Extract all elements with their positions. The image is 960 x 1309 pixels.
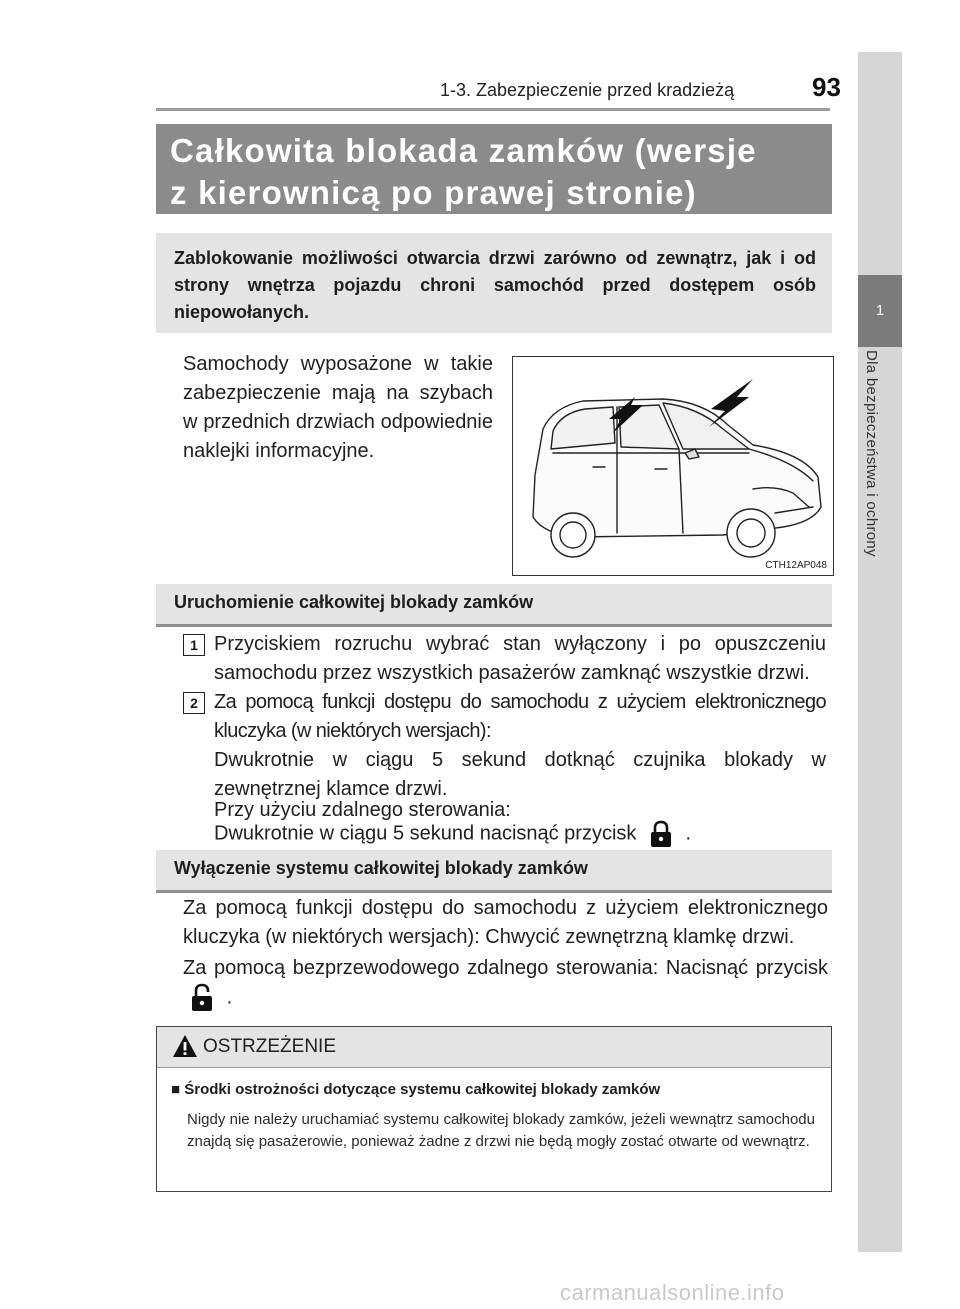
warning-header — [157, 1027, 831, 1068]
header-rule — [156, 108, 830, 111]
page-title-line2: z kierownicą po prawej stronie) — [170, 174, 697, 211]
step-2-press-end: . — [685, 822, 692, 845]
deactivate-remote-end: . — [226, 986, 233, 1009]
section-deactivate-heading-box — [156, 850, 832, 893]
watermark: carmanualsonline.info — [560, 1280, 785, 1305]
step-2-remote-label: Przy użyciu zdalnego sterowania: — [214, 799, 511, 821]
car-illustration — [512, 356, 834, 576]
section-activate-heading-box — [156, 584, 832, 627]
sticker-paragraph: Samochody wyposażone w takie zabezpieczenie mają na szybach w przednich drzwiach odpowiednie naklejki informacyjne. — [183, 353, 493, 462]
chapter-number-tab: 1 — [858, 275, 902, 347]
section-deactivate-heading: Wyłączenie systemu całkowitej blokady zamków — [174, 858, 588, 878]
step-2-remote-instruction — [214, 819, 826, 849]
warning-body: Nigdy nie należy uruchamiać systemu całkowitej blokady zamków, jeżeli wewnątrz samochodu znajdą się pasażerowie, ponieważ żadne z drzwi nie będą mogły zostać otwarte od wewnątrz. — [187, 1111, 815, 1150]
car-drawing — [513, 357, 833, 575]
illustration-code: CTH12AP048 — [765, 560, 827, 571]
page-number: 93 — [812, 72, 841, 102]
step-2-touch-sensor-text: Dwukrotnie w ciągu 5 sekund dotknąć czujnika blokady w zewnętrznej klamce drzwi. — [214, 749, 826, 800]
warning-subheading: ■ Środki ostrożności dotyczące systemu całkowitej blokady zamków — [171, 1081, 661, 1098]
page-title-box — [156, 124, 832, 214]
warning-label: OSTRZEŻENIE — [203, 1036, 337, 1057]
chapter-title-tab — [858, 340, 902, 600]
chapter-side-tab — [858, 52, 902, 1252]
page-title — [170, 130, 757, 214]
deactivate-remote-instruction: Za pomocą bezprzewodowego zdalnego sterowania: Nacisnąć przycisk — [183, 957, 828, 979]
warning-triangle-icon — [172, 1034, 198, 1058]
step-1-number: 1 — [183, 634, 205, 656]
section-activate-heading: Uruchomienie całkowitej blokady zamków — [174, 592, 534, 612]
intro-box — [156, 233, 832, 333]
step-1-text: Przyciskiem rozruchu wybrać stan wyłączony i po opuszczeniu samochodu przez wszystkich pasażerów zamknąć wszystkie drzwi. — [214, 633, 826, 684]
running-header-section: 1-3. Zabezpieczenie przed kradzieżą — [440, 80, 735, 100]
step-2-text: Za pomocą funkcji dostępu do samochodu z użyciem elektronicznego kluczyka (w niektórych wersjach): — [214, 691, 826, 742]
page-title-line1: Całkowita blokada zamków (wersje — [170, 132, 757, 169]
lock-button-icon — [648, 819, 674, 849]
step-2-number: 2 — [183, 692, 205, 714]
warning-box — [156, 1026, 832, 1192]
deactivate-smart-key-text: Za pomocą funkcji dostępu do samochodu z użyciem elektronicznego kluczyka (w niektórych wersjach): Chwycić zewnętrzną klamkę drzwi. — [183, 897, 828, 948]
intro-text: Zablokowanie możliwości otwarcia drzwi zarówno od zewnątrz, jak i od strony wnętrza pojazdu chroni samochód przed dostępem osób niepowołanych. — [174, 248, 816, 322]
step-2-press-text: Dwukrotnie w ciągu 5 sekund nacisnąć przycisk — [214, 822, 637, 845]
chapter-title: Dla bezpieczeństwa i ochrony — [863, 350, 880, 557]
unlock-button-icon — [189, 983, 215, 1013]
deactivate-remote-text — [183, 954, 828, 1013]
